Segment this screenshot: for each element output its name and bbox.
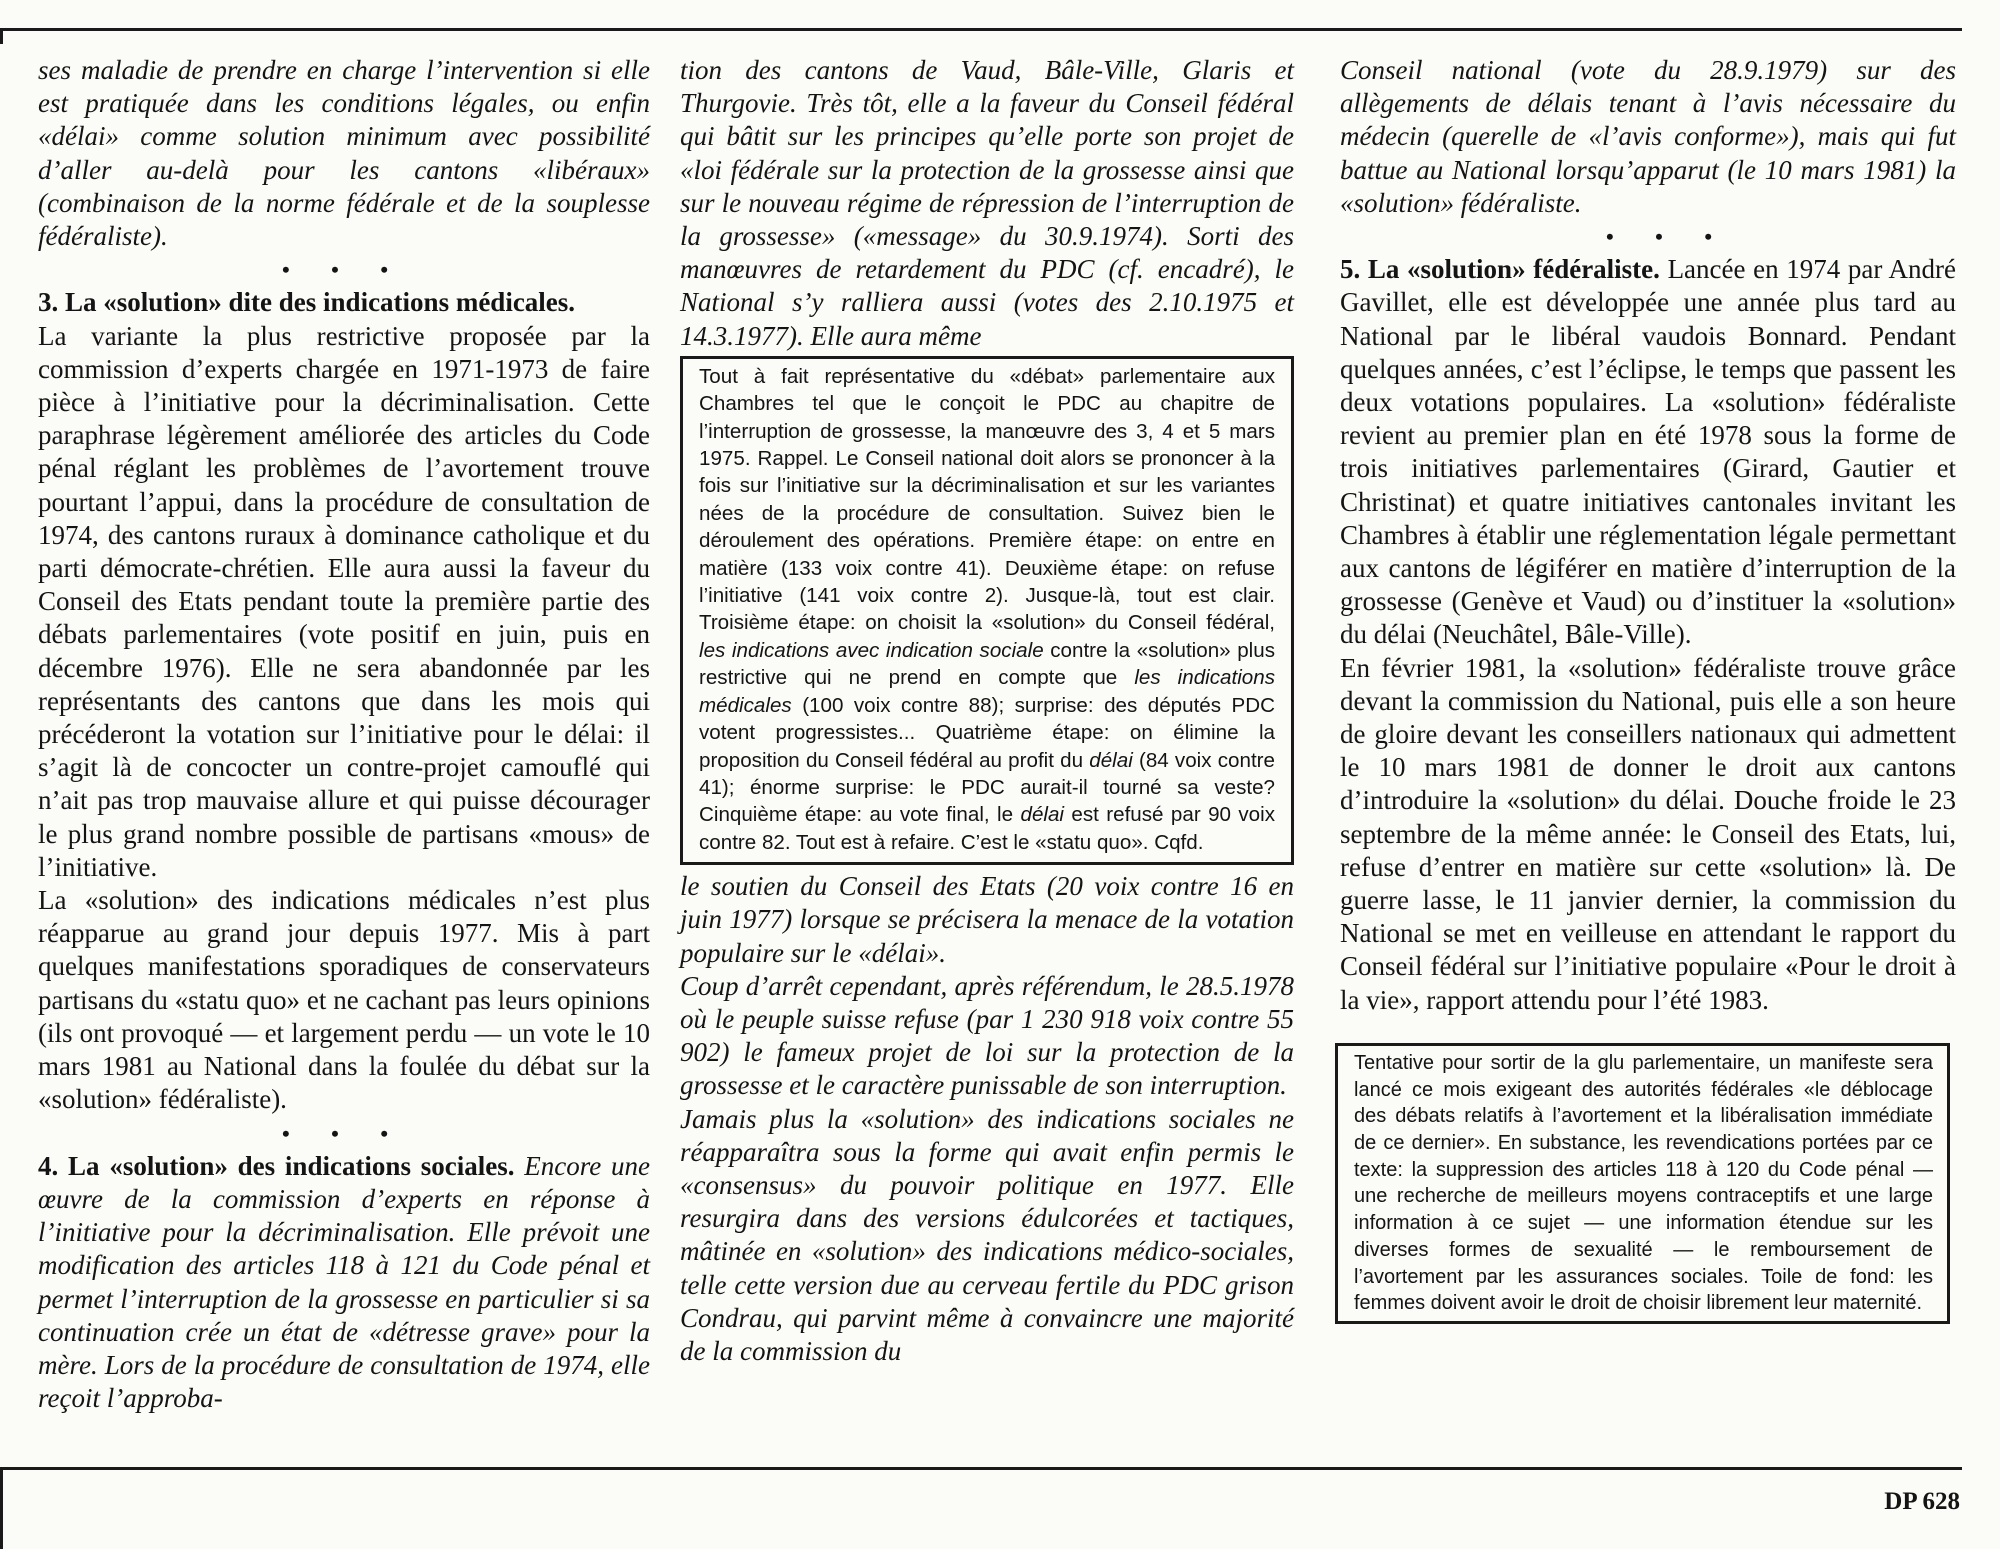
col2-paragraph-4: Jamais plus la «solution» des indications sociales ne réapparaîtra sous la forme qui avait enfin permis le «consensus» du pouvoir politique en 1977. Elle resurgira dans des versions édulcorées et tactiques, mâtinée en «solution» des indications médico-sociales, telle cette version due au cerveau fertile du PDC grison Condrau, qui parvint même à convaincre une majorité de la commission du [680,1103,1294,1366]
col3-paragraph-1: Conseil national (vote du 28.9.1979) sur des allègements de délais tenant à l’avis nécessaire du médecin (querelle de «l’avis conforme»), mais qui fut battue au National lorsqu’apparut (le 10 mars 1981) la «solution» fédéraliste. [1340,55,1956,218]
section-3 [38,286,650,884]
box-text-italic: délai [1020,803,1064,827]
col2-paragraph-1: tion des cantons de Vaud, Bâle-Ville, Glaris et Thurgovie. Très tôt, elle a la faveur du Conseil fédéral qui bâtit sur les principes qu’elle porte son projet de «loi fédérale sur la protection de la grossesse ainsi que sur le nouveau régime de répression de l’interruption de la grossesse» («message» du 30.9.1974). Sorti des manœuvres de retardement du PDC (cf. encadré), le National s’y ralliera aussi (votes des 2.10.1975 et 14.3.1977). Elle aura même [680,55,1294,351]
section-5 [1340,253,1956,651]
section-4-body: Encore une œuvre de la commission d’experts en réponse à l’initiative pour la décriminalisation. Elle prévoit une modification des articles 118 à 121 du Code pénal et permet l’interruption de la grossesse en particulier si sa continuation crée un état de «détresse grave» pour la mère. Lors de la procédure de consultation de 1974, elle reçoit l’approba- [38,1150,650,1414]
column-3 [1340,54,1956,1329]
box-text: contre la «solution» plus restrictive qui ne prend en compte que [699,638,1275,690]
page-number: DP 628 [1884,1488,1960,1515]
section-separator: • • • [1605,224,1731,250]
box-text: (100 voix contre 88); surprise: des députés PDC votent progressistes... Quatrième étape: on élimine la proposition du Conseil fédéral au profit du [699,693,1275,772]
section-3-body: La variante la plus restrictive proposée par la commission d’experts chargée en 1971-1973 de faire pièce à l’initiative pour la décriminalisation. Cette paraphrase légèrement améliorée des articles du Code pénal réglant les problèmes de l’avortement trouve pourtant l’appui, dans la procédure de consultation de 1974, des cantons ruraux à dominance catholique et du parti démocrate-chrétien. Elle aura aussi la faveur du Conseil des Etats pendant toute la première partie des débats parlementaires (vote positif en juin, puis en décembre 1976). Elle ne sera abandonnée par les représentants des cantons que dans les mois qui précéderont la votation sur l’initiative pour le délai: il s’agit là de concocter un contre-projet camouflé qui n’ait pas trop mauvaise allure et qui puisse décourager le plus grand nombre possible de partisans «mous» de l’initiative. [38,320,650,882]
bottom-rule [0,1467,1962,1470]
col2-paragraph-3: Coup d’arrêt cependant, après référendum, le 28.5.1978 où le peuple suisse refuse (par 1 230 918 voix contre 55 902) le fameux projet de loi sur la protection de la grossesse et le caractère punissable de son interruption. [680,970,1294,1101]
column-2 [680,54,1294,1368]
section-4 [38,1150,650,1416]
box-text: est refusé par 90 voix contre 82. Tout est à refaire. C’est le «statu quo». Cqfd. [699,803,1276,854]
box-text: (84 voix contre 41); énorme surprise: le PDC aurait-il tourné sa veste? Cinquième étape: au vote final, le [699,748,1275,827]
col2-paragraph-2: le soutien du Conseil des Etats (20 voix contre 16 en juin 1977) lorsque se précisera la menace de la votation populaire sur le «délai». [680,871,1294,968]
section-separator: • • • [281,1120,407,1146]
sidebar-box-manifesto: Tentative pour sortir de la glu parlementaire, un manifeste sera lancé ce mois exigeant des autorités fédérales «le déblocage des débats relatifs à l’avortement et la libéralisation immédiate de ce dernier». En substance, les revendications portées par ce texte: la suppression des articles 118 à 120 du Code pénal — une recherche de meilleurs moyens contraceptifs et une large information à ce sujet — une information étendue sur les diverses formes de sexualité — le remboursement de l’avortement par les assurances sociales. Toile de fond: les femmes doivent avoir le droit de choisir librement leur maternité. [1335,1043,1950,1324]
bottom-left-mark [0,1467,3,1549]
col1-paragraph-1: ses maladie de prendre en charge l’intervention si elle est pratiquée dans les conditions légales, ou enfin «délai» comme solution minimum avec possibilité d’aller au-delà pour les cantons «libéraux» (combinaison de la norme fédérale et de la souplesse fédéraliste). [38,55,650,252]
section-5-paragraph-2: En février 1981, la «solution» fédéraliste trouve grâce devant la commission du National, puis elle a son heure de gloire devant les conseillers nationaux qui admettent le 10 mars 1981 de donner le droit aux cantons d’introduire la «solution» du délai. Douche froide le 23 septembre de la même année: le Conseil des Etats, lui, refuse d’entrer en matière sur cette «solution» là. De guerre lasse, le 11 janvier dernier, la commission du National se met en veilleuse en attendant le rapport du Conseil fédéral sur l’initiative populaire «Pour le droit à la vie», rapport attendu pour l’été 1983. [1340,652,1956,1015]
top-rule [0,28,1962,31]
section-5-heading: 5. La «solution» fédéraliste. [1340,254,1660,285]
sidebar-box-pdc-maneuver [680,356,1294,865]
section-4-heading: 4. La «solution» des indications sociales. [38,1150,515,1181]
section-3-paragraph-2: La «solution» des indications médicales n’est plus réapparue au grand jour depuis 1977. Mis à part quelques manifestations sporadiques de conservateurs partisans du «statu quo» et ne cachant pas leurs opinions (ils ont provoqué — et largement perdu — un vote le 10 mars 1981 au National dans la foulée du débat sur la «solution» fédéraliste). [38,885,650,1115]
column-1 [38,54,650,1415]
top-left-mark [0,28,3,44]
box-text-italic: délai [1089,748,1133,772]
box-text-italic: les indications avec indication sociale [699,638,1044,662]
section-3-heading: 3. La «solution» dite des indications médicales. [38,287,576,318]
section-5-body: Lancée en 1974 par André Gavillet, elle est développée une année plus tard au National par le libéral vaudois Bonnard. Pendant quelques années, c’est l’éclipse, le temps que passent les deux votations populaires. La «solution» fédéraliste revient au premier plan en été 1978 sous la forme de trois initiatives parlementaires (Girard, Gautier et Christinat) et quatre initiatives cantonales invitant les Chambres à établir une réglementation légale permettant aux cantons de légiférer en matière d’interruption de la grossesse (Genève et Vaud) ou d’instituer la «solution» du délai (Neuchâtel, Bâle-Ville). [1340,254,1956,650]
box-text: Tout à fait représentative du «débat» parlementaire aux Chambres tel que le conçoit le PDC au chapitre de l’interruption de grossesse, la manœuvre des 3, 4 et 5 mars 1975. Rappel. Le Conseil national doit alors se prononcer à la fois sur l’initiative sur la décriminalisation et sur les variantes nées de la procédure de consultation. Suivez bien le déroulement des opérations. Première étape: on entre en matière (133 voix contre 41). Deuxième étape: on refuse l’initiative (141 voix contre 2). Jusque-là, tout est clair. Troisième étape: on choisit la «solution» du Conseil fédéral, [699,364,1275,635]
section-separator: • • • [281,257,407,283]
box-text-italic: les indications médicales [699,666,1275,717]
